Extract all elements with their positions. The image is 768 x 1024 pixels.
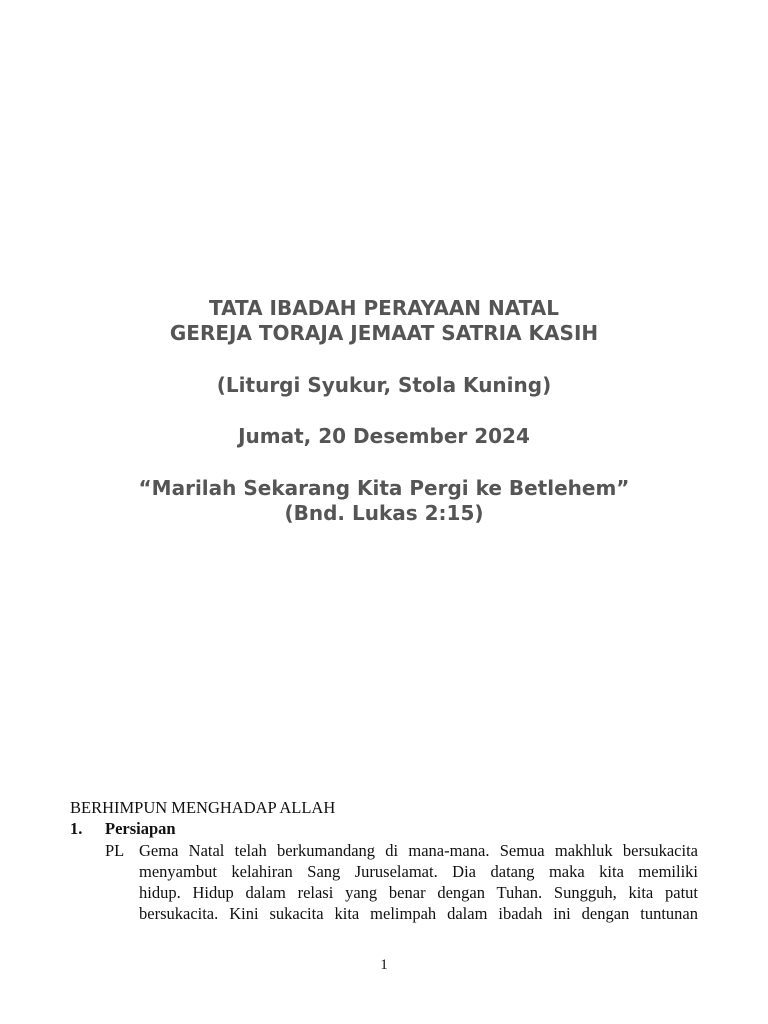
page-number: 1 [380,957,388,973]
theme-text: “Marilah Sekarang Kita Pergi ke Betlehem” [138,476,630,500]
item-number: 1. [70,819,83,838]
title-line-1: TATA IBADAH PERAYAAN NATAL [209,296,559,320]
document-title [0,296,768,346]
title-line-2: GEREJA TORAJA JEMAAT SATRIA KASIH [169,321,599,345]
speaker-label: PL [105,841,125,860]
section-heading: BERHIMPUN MENGHADAP ALLAH [70,798,336,817]
liturgy-item [70,818,176,840]
date-text: Jumat, 20 Desember 2024 [238,424,530,448]
liturgy-subtitle [0,373,768,398]
paragraph-line: bersukacita. Kini sukacita kita melimpah dalam ibadah ini dengan tuntunan [139,904,698,923]
service-date [0,424,768,449]
theme-reference: (Bnd. Lukas 2:15) [284,501,484,525]
service-theme [0,476,768,526]
paragraph-line: Gema Natal telah berkumandang di mana-mana. Semua makhluk bersukacita [139,841,698,860]
item-title: Persiapan [105,819,176,838]
paragraph-line: hidup. Hidup dalam relasi yang benar dengan Tuhan. Sungguh, kita patut [139,883,698,902]
liturgy-paragraph [139,840,698,924]
paragraph-line: menyambut kelahiran Sang Juruselamat. Dia datang maka kita memiliki [139,862,698,881]
liturgy-text: (Liturgi Syukur, Stola Kuning) [216,373,552,397]
